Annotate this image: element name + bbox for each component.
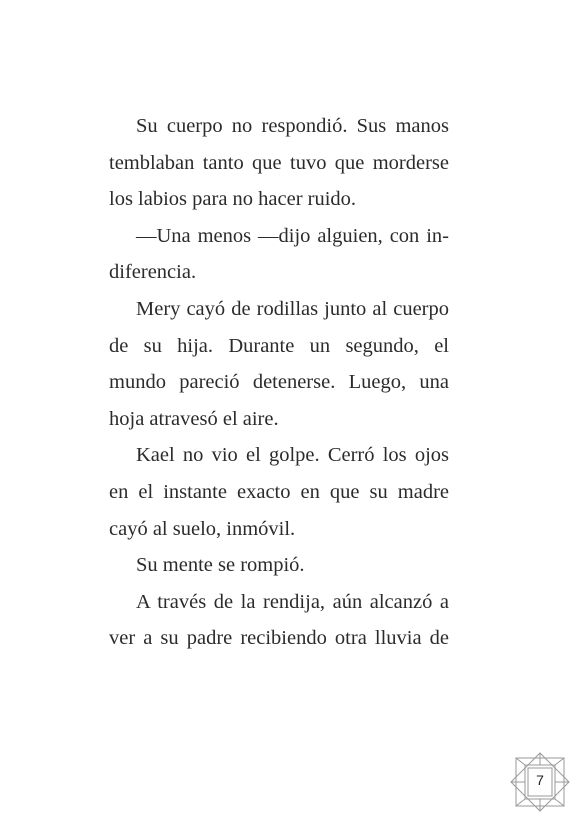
text-line: mundo pareció detenerse. Luego, una xyxy=(109,371,449,394)
text-line: cayó al suelo, inmóvil. xyxy=(109,517,296,540)
text-line: Kael no vio el golpe. Cerró los ojos xyxy=(136,444,449,467)
text-line: A través de la rendija, aún alcanzó a xyxy=(136,590,449,613)
text-line: Su cuerpo no respondió. Sus manos xyxy=(136,115,449,137)
text-line: hoja atravesó el aire. xyxy=(109,407,279,430)
text-line: en el instante exacto en que su madre xyxy=(109,480,449,503)
body-text xyxy=(109,108,449,657)
page-number: 7 xyxy=(536,772,544,788)
text-line: Mery cayó de rodillas junto al cuerpo xyxy=(136,297,449,320)
text-line: Su mente se rompió. xyxy=(136,554,305,577)
text-line: los labios para no hacer ruido. xyxy=(109,188,357,211)
text-line: diferencia. xyxy=(109,261,197,284)
text-line: —Una menos —dijo alguien, con in- xyxy=(136,224,449,247)
text-line: ver a su padre recibiendo otra lluvia de xyxy=(109,627,449,650)
text-line: de su hija. Durante un segundo, el xyxy=(109,334,449,357)
page-number-emblem xyxy=(508,752,572,812)
text-line: temblaban tanto que tuvo que morderse xyxy=(109,151,449,174)
